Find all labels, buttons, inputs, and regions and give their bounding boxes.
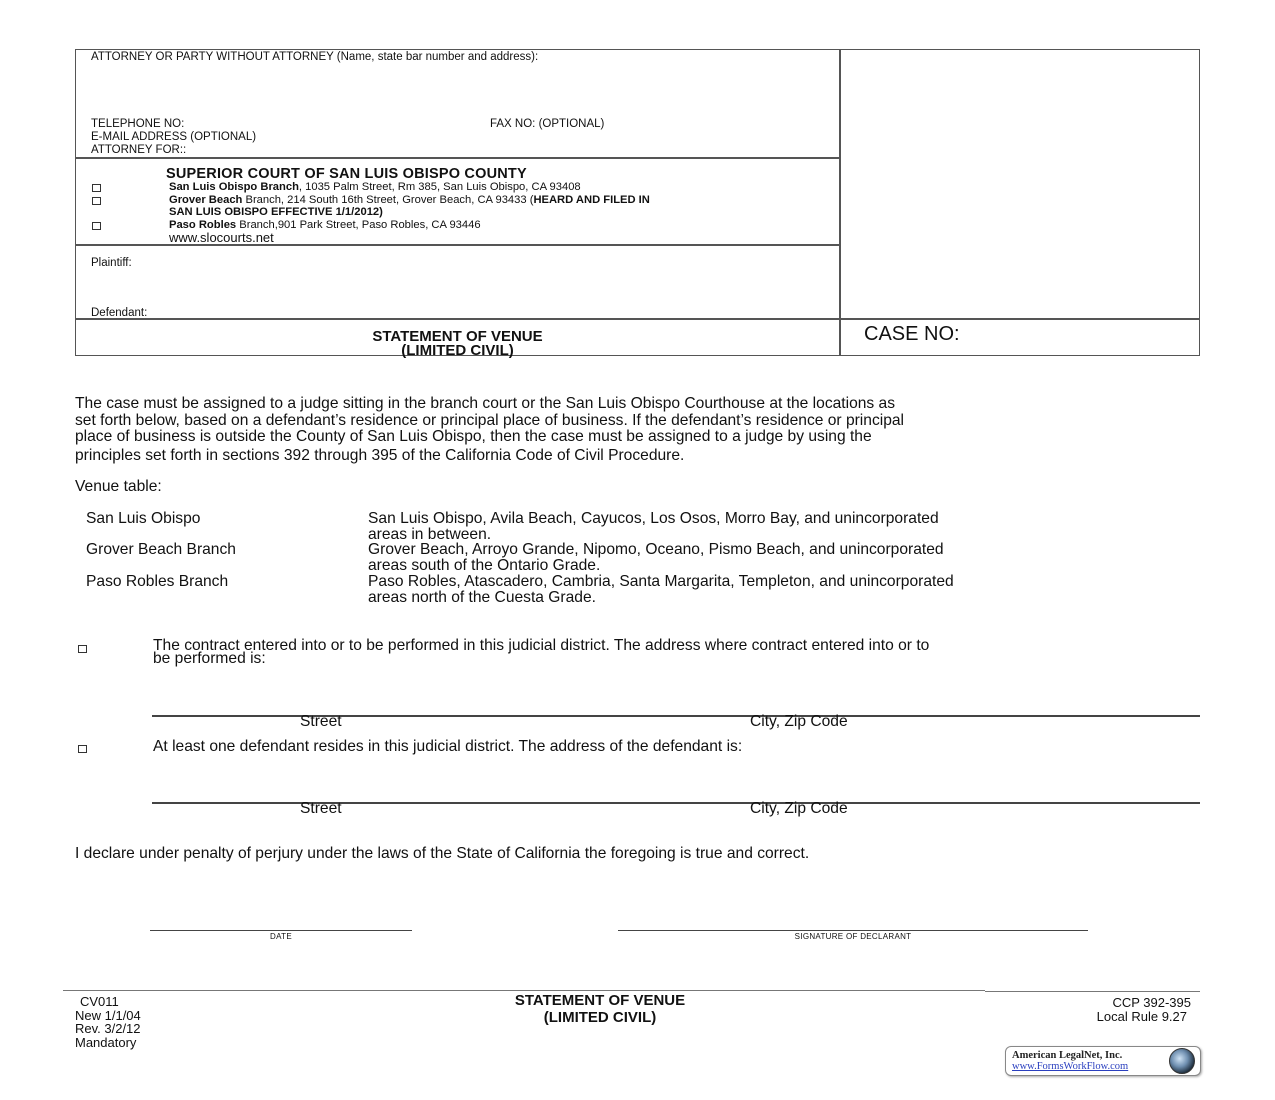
venue-areas	[368, 542, 944, 574]
ccp-citation: CCP 392-395	[1112, 995, 1191, 1010]
city-zip-label: City, Zip Code	[750, 800, 848, 817]
branch-grover-beach	[169, 194, 650, 207]
branch-address: Branch, 214 South 16th Street, Grover Beach, CA 93433 (	[242, 194, 534, 206]
venue-areas	[368, 574, 954, 606]
fax-field[interactable]	[630, 117, 830, 130]
form-title-line1: STATEMENT OF VENUE	[372, 328, 543, 345]
contract-option-text	[153, 639, 929, 665]
form-title	[75, 330, 840, 358]
street-label: Street	[300, 713, 342, 730]
date-field[interactable]	[150, 905, 412, 930]
branch-note: HEARD AND FILED IN	[533, 194, 650, 206]
defendant-label: Defendant:	[91, 307, 148, 319]
defendant-residence-option-text: At least one defendant resides in this judicial district. The address of the defendant is:	[153, 738, 743, 755]
signature-label: SIGNATURE OF DECLARANT	[794, 932, 912, 941]
intro-line: set forth below, based on a defendant’s residence or principal place of business. If the defendant’s residence or principal	[75, 411, 905, 429]
footer-title-line2: (LIMITED CIVIL)	[543, 1009, 657, 1026]
email-field[interactable]	[290, 130, 830, 143]
plaintiff-field[interactable]	[160, 252, 830, 292]
divider-attorney-court	[75, 157, 840, 159]
venue-areas-line2: areas north of the Cuesta Grade.	[368, 589, 596, 606]
venue-branch: Grover Beach Branch	[86, 541, 236, 558]
venue-branch: San Luis Obispo	[86, 510, 201, 527]
globe-icon	[1169, 1048, 1195, 1074]
attorney-for-field[interactable]	[210, 143, 830, 156]
logo-company-name: American LegalNet, Inc.	[1012, 1050, 1123, 1061]
branch-note-line2: SAN LUIS OBISPO EFFECTIVE 1/1/2012)	[169, 206, 383, 218]
form-title-line2: (LIMITED CIVIL)	[401, 342, 514, 359]
case-no-field[interactable]	[990, 322, 1190, 352]
intro-paragraph	[75, 396, 1205, 464]
caption-divider-vertical	[839, 49, 841, 356]
venue-table-label: Venue table:	[75, 478, 162, 495]
footer-title	[450, 992, 750, 1026]
defendant-residence-checkbox[interactable]	[78, 745, 87, 753]
american-legalnet-logo[interactable]	[1005, 1046, 1201, 1076]
intro-line: principles set forth in sections 392 through 395 of the California Code of Civil Procedure.	[75, 446, 685, 464]
street-label: Street	[300, 800, 342, 817]
attorney-for-label: ATTORNEY FOR::	[91, 144, 187, 156]
branch-name: Paso Robles	[169, 219, 237, 231]
branch-checkbox-grover-beach[interactable]	[92, 197, 101, 205]
venue-areas	[368, 511, 939, 543]
email-label: E-MAIL ADDRESS (OPTIONAL)	[91, 131, 257, 143]
defendant-address-field[interactable]	[152, 777, 1200, 801]
form-new-date: New 1/1/04	[75, 1007, 141, 1023]
venue-areas-line2: areas south of the Ontario Grade.	[368, 557, 601, 574]
venue-areas-line1: Grover Beach, Arroyo Grande, Nipomo, Oceano, Pismo Beach, and unincorporated	[368, 541, 944, 558]
signature-field[interactable]	[618, 905, 1088, 930]
form-status: Mandatory	[75, 1034, 137, 1050]
city-zip-label: City, Zip Code	[750, 713, 848, 730]
branch-grover-beach-note	[169, 206, 383, 219]
intro-line: place of business is outside the County of San Luis Obispo, then the case must be assigned to a judge by using the	[75, 428, 872, 445]
defendant-field[interactable]	[170, 296, 830, 316]
local-rule: Local Rule 9.27	[1096, 1009, 1187, 1024]
intro-line: The case must be assigned to a judge sitting in the branch court or the San Luis Obispo Courthouse at the locations as	[75, 395, 896, 412]
plaintiff-label: Plaintiff:	[91, 257, 132, 269]
branch-address: , 1035 Palm Street, Rm 385, San Luis Obispo, CA 93408	[298, 181, 581, 193]
telephone-field[interactable]	[200, 117, 480, 130]
footer-rule-left	[63, 990, 985, 991]
contract-address-field[interactable]	[152, 690, 1200, 714]
court-title: SUPERIOR COURT OF SAN LUIS OBISPO COUNTY	[166, 166, 527, 182]
branch-checkbox-san-luis-obispo[interactable]	[92, 184, 101, 192]
logo-url-link[interactable]: www.FormsWorkFlow.com	[1012, 1061, 1129, 1072]
footer-title-line1: STATEMENT OF VENUE	[514, 992, 686, 1009]
branch-checkbox-paso-robles[interactable]	[92, 222, 101, 230]
venue-areas-line1: Paso Robles, Atascadero, Cambria, Santa Margarita, Templeton, and unincorporated	[368, 573, 954, 590]
case-no-label: CASE NO:	[864, 323, 960, 345]
footer-citation	[1000, 996, 1191, 1024]
form-id: CV011	[80, 994, 119, 1009]
declaration-text: I declare under penalty of perjury under the laws of the State of California the foregoing is true and correct.	[75, 845, 810, 862]
date-line	[150, 930, 412, 931]
option-line1: The contract entered into or to be performed in this judicial district. The address where contract entered into or to	[153, 637, 930, 654]
signature-line	[618, 930, 1088, 931]
branch-san-luis-obispo	[169, 181, 581, 194]
fax-label: FAX NO: (OPTIONAL)	[490, 118, 605, 130]
option-line2: be performed is:	[153, 650, 266, 667]
form-rev-date: Rev. 3/2/12	[75, 1021, 141, 1036]
form-info	[75, 995, 141, 1049]
divider-title-row	[75, 318, 1200, 320]
telephone-label: TELEPHONE NO:	[91, 118, 185, 130]
court-filing-stamp-area	[842, 51, 1198, 317]
branch-name: San Luis Obispo Branch	[169, 181, 299, 193]
contract-checkbox[interactable]	[78, 645, 87, 653]
court-website[interactable]: www.slocourts.net	[169, 230, 274, 245]
date-label: DATE	[270, 932, 292, 941]
branch-address: Branch,901 Park Street, Paso Robles, CA 93446	[236, 219, 481, 231]
attorney-label: ATTORNEY OR PARTY WITHOUT ATTORNEY (Name, state bar number and address):	[91, 51, 539, 63]
footer-rule-right	[985, 991, 1200, 992]
venue-areas-line2: areas in between.	[368, 526, 492, 543]
venue-branch: Paso Robles Branch	[86, 573, 229, 590]
venue-areas-line1: San Luis Obispo, Avila Beach, Cayucos, Los Osos, Morro Bay, and unincorporated	[368, 510, 939, 527]
branch-name: Grover Beach	[169, 194, 243, 206]
attorney-name-field[interactable]	[91, 66, 831, 116]
